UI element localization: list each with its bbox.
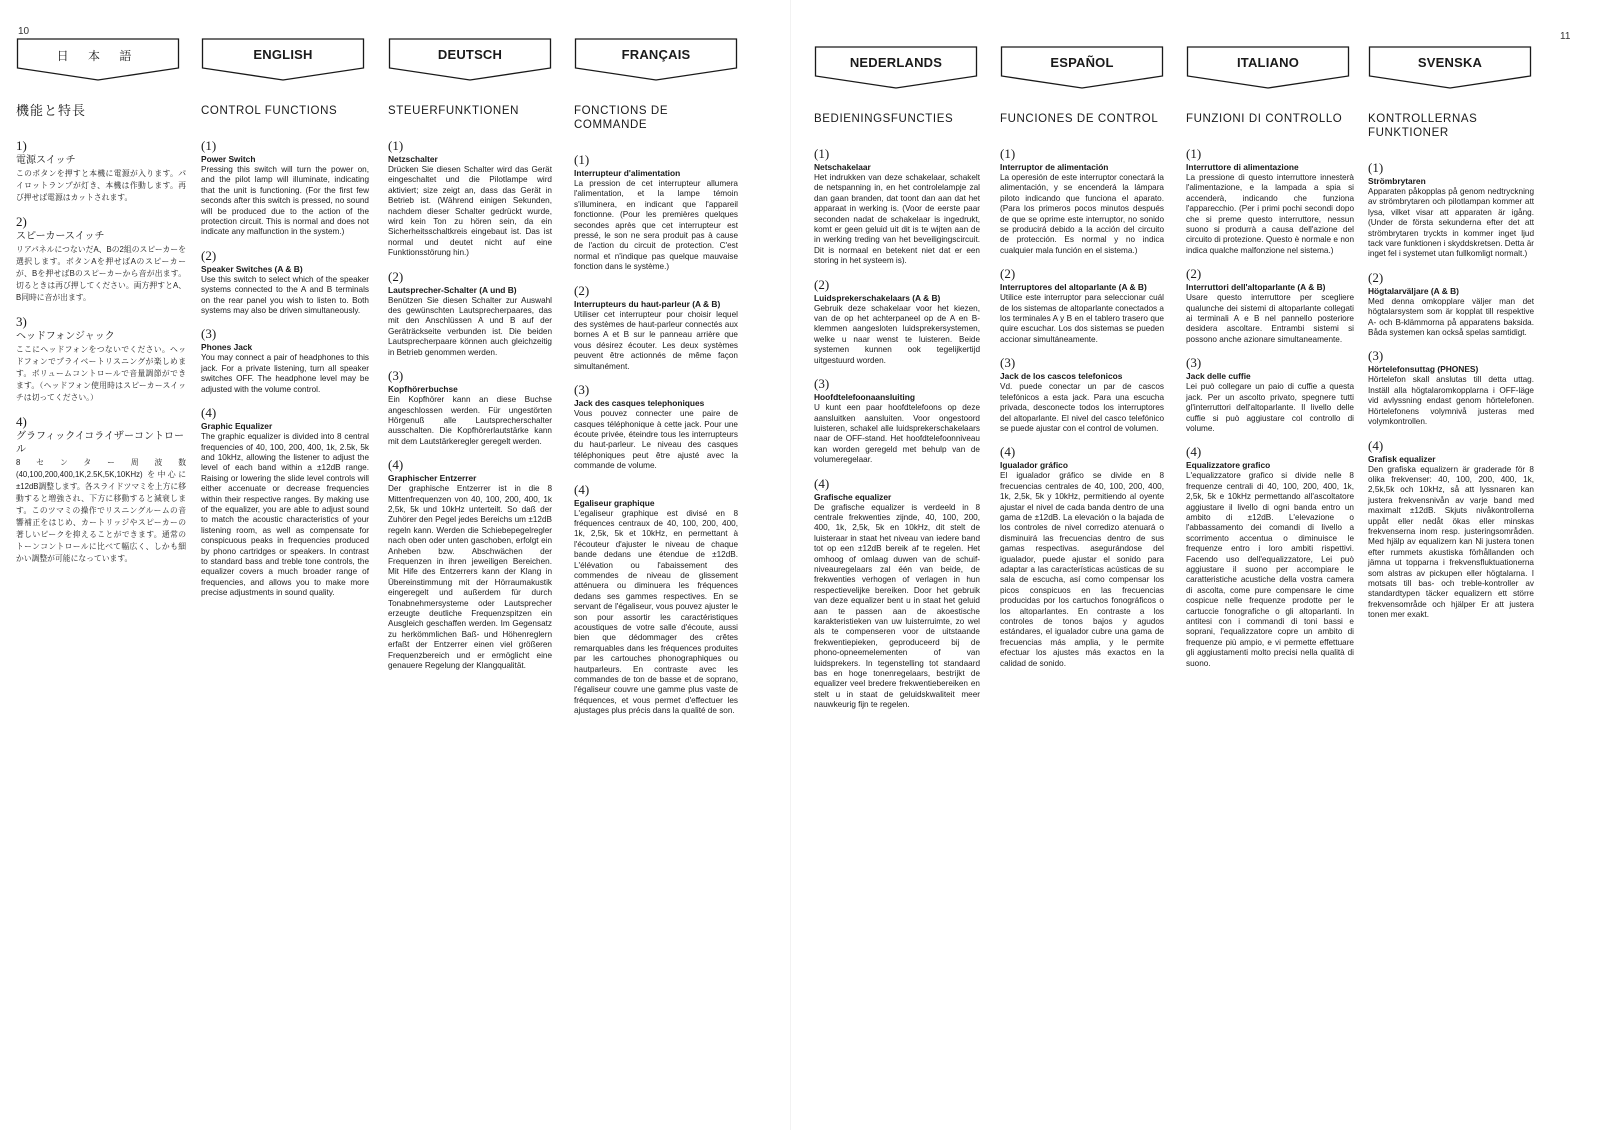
item-description: Hörtelefon skall anslutas till detta uttag. Inställ alla högtalaromkopplarna i OFF-läge vid avlyssning endast genom hörtelefonen. Hörtelefonens volymnivå justeras med volymkontrollen. — [1368, 375, 1534, 427]
language-column — [574, 36, 738, 717]
item-title: Interruttori dell'altoparlante (A & B) — [1186, 282, 1326, 293]
function-item — [574, 382, 738, 471]
item-title: Jack des casques telephoniques — [574, 398, 705, 409]
item-description: La pression de cet interrupteur allumera l'alimentation, et la lampe témoin s'illuminera, en indicant que l'appareil fonctionne. (Pour les premières quelques secondes après que cet interrupteur est pressé, le son ne sera produit pas à cause de l'action du circuit de protection. C'est normal et n'indique pas quelque mauvaise fonction dans le système.) — [574, 179, 738, 272]
item-description: Vd. puede conectar un par de cascos telefónicos a esta jack. Para una escucha privada, desconecte todos los interruptores del altoparlante. El nivel del casco telefónico se puede ajustar con el control de volumen. — [1000, 382, 1164, 433]
function-item — [16, 314, 186, 404]
item-number: 4) — [16, 414, 27, 429]
function-item — [814, 277, 980, 366]
item-number: (3) — [388, 368, 404, 384]
item-title: Phones Jack — [201, 342, 253, 353]
item-number: (4) — [1368, 437, 1384, 453]
item-description: Med denna omkopplare väljer man det högtalarsystem som är kopplat till respektive A- och B-klämmorna på apparatens baksida. Båda systemen kan också spelas samtidigt. — [1368, 296, 1534, 338]
item-description: Utilice este interruptor para seleccionar cuál de los sistemas de altoparlante conectados a los terminales A y B en el tablero trasero que quire escuchar. Los dos sistemas se pueden accionar simultáneamente. — [1000, 293, 1164, 344]
item-description: Vous pouvez connecter une paire de casques téléphonique à cette jack. Pour une écoute privée, éteindre tous les interrupteurs du haut-parleur. Le niveau des casques téléphoniques peut être ajusté avec la commande de volume. — [574, 409, 738, 471]
item-title: 電源スイッチ — [16, 155, 76, 166]
item-description: Utiliser cet interrupteur pour choisir lequel des systèmes de haut-parleur connectés aux bornes A et B sur le panneau arrière que vous désirez écouter. Les deux systèmes peuvent être actionnés de même façon simultanément. — [574, 309, 738, 371]
item-title: Luidsprekerschakelaars (A & B) — [814, 292, 941, 303]
function-item — [388, 138, 552, 259]
item-number: (4) — [814, 475, 830, 491]
item-title: Graphischer Entzerrer — [388, 473, 477, 484]
item-number: 2) — [16, 214, 27, 229]
language-column — [1368, 44, 1534, 621]
item-description: La operesión de este interruptor conectará la alimentación, y se encenderá la lámpara piloto indicando que funciona el aparato. (Para los primeros pocos minutos después de que se oprime este interruptor, no sonido se producirá debido a la acción del circuito de protección. Es normal y no indica cualquier mala función en el sistema.) — [1000, 173, 1164, 255]
item-number: (2) — [1368, 269, 1384, 285]
item-number: (4) — [388, 457, 404, 473]
language-tab — [574, 36, 738, 82]
item-title: Egaliseur graphique — [574, 497, 655, 508]
function-item — [1368, 270, 1534, 339]
language-column — [201, 36, 369, 599]
item-title: Jack delle cuffie — [1186, 371, 1251, 382]
item-number: (4) — [1186, 444, 1202, 460]
function-item — [1000, 444, 1164, 669]
item-title: Grafische equalizer — [814, 491, 892, 502]
function-item — [1186, 355, 1354, 434]
function-item — [1186, 146, 1354, 256]
function-item — [201, 248, 369, 317]
item-number: (4) — [1000, 444, 1016, 460]
item-number: (3) — [574, 382, 590, 398]
function-item — [16, 138, 186, 204]
item-title: Kopfhörerbuchse — [388, 384, 458, 395]
function-item — [16, 214, 186, 304]
item-description: Der graphische Entzerrer ist in die 8 Mittenfrequenzen von 40, 100, 200, 400, 1k 2,5k, 5k und 10kHz unterteilt. So daß der Zuhörer den Pegel jedes Bereichs um ±12dB regeln kann. Werden die Schiebepegelregler nach oben oder unten gaschoben, erfolgt ein Anheben bzw. Abschwächen der Frequenzen in ihren jeweiligen Bereichen. Mit Hife des Entzerrers kann der Klang in Übereinstimmung mit der Hörraumakustik eingeregelt und außerdem für durch Tonabnehmersysteme oder Lautsprecher erzeugte deutliche Frequenzspitzen ein Ausgleich geschaffen werden. Im Gegensatz zu herkömmlichen Baß- und Höhenreglern erfaßt der Entzerrer einen viel größeren Frequenzbereich und er ermöglicht eine genauere Regelung der Klangqualität. — [388, 484, 552, 671]
item-number: 1) — [16, 138, 27, 153]
language-tab — [814, 44, 978, 90]
function-item — [574, 152, 738, 273]
item-number: (2) — [201, 247, 217, 263]
item-description: Den grafiska equalizern är graderade för 8 olika frekvenser: 40, 100, 200, 400, 1k, 2,5k,5k och 10kHz, så att lyssnaren kan justera frekvensnivån av varje band med maximalt ±12dB. Skjuts nivåkontrollerna uppåt eller nedåt ökas eller minskas frekvenserna inom resp. justeringsområden. Med hjälp av equalizern kan Ni justera tonen efter rummets akustiska förhållanden och jämna ut topparna i frekvensfluktuationerna som alstras av pickupen eller högtalarna. I motsats till bas- och treble-kontroller av standardtypen täcker equalizern ett större frekvensområde och hjälper Er att justera tonen mer exakt. — [1368, 464, 1534, 620]
function-item — [388, 368, 552, 447]
item-number: (1) — [814, 146, 830, 161]
function-item — [201, 138, 369, 238]
item-number: (3) — [201, 326, 217, 342]
function-item — [1368, 160, 1534, 260]
function-item — [201, 326, 369, 395]
item-description: 8センター周波数(40,100,200,400,1K,2.5K,5K,10KHz) を中心に±12dB調整します。各スライドツマミを上方に移動すると増強され、下方に移動すると減衰します。このツマミの操作でリスニングルームの音響補正をはじめ、カートリッジやスピーカーの著しいピークを抑えることができます。通常のトーンコントロールに比べて幅広く、しかも細かい調整が可能になっています。 — [16, 458, 186, 563]
function-item — [201, 405, 369, 599]
language-tab — [1368, 44, 1532, 90]
item-title: Speaker Switches (A & B) — [201, 263, 303, 274]
language-label: 日 本 語 — [56, 49, 140, 63]
item-number: (2) — [388, 268, 404, 284]
item-description: L'equalizzatore grafico si divide nelle 8 frequenze centrali di 40, 100, 200, 400, 1k, 2,5k, 5k e 10kHz permettando all'ascoltatore aggiustare il livello di ogni banda entro un ambito di ±12dB. L'elevazione o l'abbassamento dei comandi di livello a scorrimento accentua o diminuisce le frequenze entro i loro ambiti rispettivi. Facendo uso dell'equalizzatore, Lei può aggiustare il suono per accompiare le caratteristiche acustiche della vostra camera di ascolta, come pure compensare le cime cospicue nelle frequenze prodotte per le cartuccie fonografiche o gli altoparlanti. In antitesi con i commandi di toni bassi e soprani, l'equalizzatore copre un ambito di frequenze più ampio, e vi permette effettuare gli aggiustamenti molto precisi nella qualità di suono. — [1186, 471, 1354, 668]
item-title: Lautsprecher-Schalter (A und B) — [388, 284, 517, 295]
language-column — [1000, 44, 1164, 669]
section-title: CONTROL FUNCTIONS — [201, 105, 338, 117]
item-title: Interruptor de alimentación — [1000, 162, 1109, 172]
language-label: SVENSKA — [1417, 55, 1483, 70]
section-title: STEUERFUNKTIONEN — [388, 105, 519, 117]
function-item — [574, 283, 738, 372]
item-number: (4) — [574, 481, 590, 497]
item-number: (3) — [1000, 355, 1016, 371]
item-title: Grafisk equalizer — [1368, 453, 1436, 464]
item-description: Usare questo interruttore per scegliere qualunche dei sistemi di altoparlante collegati ai terminali A e B nel pannello posteriore desidera ascoltare. Entrambi sistemi si possono anche azionare simultaneamente. — [1186, 293, 1354, 344]
item-title: Strömbrytaren — [1368, 176, 1426, 186]
language-label: ESPAÑOL — [1050, 55, 1114, 70]
item-description: Apparaten påkopplas på genom nedtryckning av strömbrytaren och pilotlampan kommer att lysa, vilket visar att apparaten är igång. (Under de första sekunderna efter det att strömbrytaren tryckts in kommer inget ljud tack vare funktionen i skyddskretsen. Detta är inget fel i systemet utan fullkomligt normalt.) — [1368, 187, 1534, 259]
item-number: (4) — [201, 405, 217, 421]
item-description: El igualador gráfico se divide en 8 frecuencias centrales de 40, 100, 200, 400, 1k, 2,5k, 5k y 10kHz, permitiendo al oyente ajustar el nivel de cada banda dentro de una gama de ±12dB. La elevación o la bajada de los controles de nivel corredizo atenuará o disminuirá las frecuencias dentro de sus gamas respectivas. asegurándose del igualador, puede ajustar el sonido para adaptar a las características acústicas de su sala de escucha, así como compensar los picos conspicuos en las frecuencias producidas por los cartuchos fonográficos o los altoparlantes. En contraste a los controles de tonos bajos y agudos estándares, el igualador cubre una gama de frecuencias más amplia, y le permite efectuar los ajustes más exactos en la calidad de sonido. — [1000, 471, 1164, 668]
language-label: NEDERLANDS — [849, 55, 943, 70]
item-description: Lei può collegare un paio di cuffie a questa jack. Per un ascolto privato, spegnere tutti gl'interruttori dell'altoparlante. Il livello delle cuffie si può aggiustare col controllo di volume. — [1186, 382, 1354, 433]
item-title: Hörtelefonsuttag (PHONES) — [1368, 364, 1479, 375]
section-title: 機能と特長 — [16, 103, 87, 118]
item-number: (1) — [1368, 160, 1384, 175]
item-number: (2) — [1186, 266, 1202, 282]
function-item — [388, 269, 552, 358]
item-description: Pressing this switch will turn the power on, and the pilot lamp will illuminate, indicating that the unit is functioning. (For the first few seconds after this switch is pressed, no sound will be produced due to the action of the protection circuit. This is normal and does not indicate any malfunction in the system.) — [201, 165, 369, 237]
function-item — [1368, 348, 1534, 427]
function-item — [814, 376, 980, 465]
function-item — [814, 146, 980, 267]
item-number: (2) — [814, 276, 830, 292]
item-description: ここにヘッドフォンをつないでください。ヘッドフォンでプライベートリスニングが楽しめます。ボリュームコントロールで音量調節ができます。（ヘッドフォン使用時はスピーカースイッチは切ってください。） — [16, 345, 186, 402]
language-tab — [16, 36, 180, 82]
section-title: KONTROLLERNAS FUNKTIONER — [1368, 113, 1478, 139]
language-label: ENGLISH — [253, 47, 313, 62]
section-title: FUNZIONI DI CONTROLLO — [1186, 113, 1343, 125]
item-title: Interruptores del altoparlante (A & B) — [1000, 282, 1147, 293]
item-title: Equalizzatore grafico — [1186, 460, 1271, 471]
language-column — [388, 36, 552, 671]
item-title: Interrupteur d'alimentation — [574, 168, 681, 178]
item-number: (1) — [1000, 146, 1016, 161]
item-description: U kunt een paar hoofdtelefoons op deze aansluitken aansluiten. Voor ongestoord luisteren, schakel alle luidsprekerschakelaars naar de OFF-stand. Het hoofdtelefoonniveau kan worden geregeld met behulp van de volumeregelaar. — [814, 403, 980, 465]
item-title: Jack de los cascos telefonicos — [1000, 371, 1123, 382]
function-item — [1368, 438, 1534, 621]
page-number-left: 10 — [18, 26, 30, 37]
language-column — [1186, 44, 1354, 669]
section-title: FUNCIONES DE CONTROL — [1000, 113, 1159, 125]
item-number: (1) — [201, 138, 217, 153]
function-item — [1186, 444, 1354, 669]
language-label: DEUTSCH — [437, 47, 503, 62]
language-tab — [201, 36, 365, 82]
item-description: リアパネルにつないだA、Bの2組のスピーカーを選択します。ボタンAを押せばAのスピーカーが、Bを押せばBのスピーカーから音が出ます。切るときは再び押してください。両方押すとA、B同時に音が出ます。 — [16, 245, 186, 302]
item-number: (3) — [814, 376, 830, 392]
section-title: BEDIENINGSFUNCTIES — [814, 113, 954, 125]
item-title: ヘッドフォンジャック — [16, 331, 115, 342]
language-tab — [388, 36, 552, 82]
item-description: Ein Kopfhörer kann an diese Buchse angeschlossen werden. Für ungestörten Hörgenuß alle Lautsprecherschalter ausschalten. Die Kopfhörerlautstärke kann mit dem Lautstärkeregler geregelt werden. — [388, 395, 552, 446]
language-column — [814, 44, 980, 711]
function-item — [574, 482, 738, 717]
language-tab — [1186, 44, 1350, 90]
item-title: グラフィックイコライザーコントロール — [16, 431, 184, 455]
item-number: (1) — [1186, 146, 1202, 161]
language-column — [16, 36, 186, 565]
language-tab — [1000, 44, 1164, 90]
item-description: このボタンを押すと本機に電源が入ります。パイロットランプが灯き、本機は作動します。再び押せば電源はカットされます。 — [16, 169, 186, 202]
item-description: The graphic equalizer is divided into 8 central frequencies of 40, 100, 200, 400, 1k, 2.5k, 5k and 10kHz, allowing the listener to adjust the level of each band within a ±12dB range. Raising or lowering the slide level controls will either accenuate or decrease frequencies within their respective ranges. By making use of the equalizer, you are able to adjust sound to match the acoustic characteristics of your listening room, as well as compensate for conspicuous peaks in frequencies produced by phono cartridges or speakers. In contrast to standard bass and treble tone controls, the equalizer covers a much broader range of frequencies, and allows you to make more precise adjustments in sound quality. — [201, 432, 369, 598]
item-number: 3) — [16, 314, 27, 329]
item-title: Interruttore di alimentazione — [1186, 162, 1299, 172]
function-item — [1000, 266, 1164, 345]
item-title: Interrupteurs du haut-parleur (A & B) — [574, 298, 721, 309]
section-title: FONCTIONS DE COMMANDE — [574, 105, 669, 131]
item-title: Igualador gráfico — [1000, 460, 1068, 471]
item-description: De grafische equalizer is verdeeld in 8 centrale frekwenties zijnde, 40, 100, 200, 400, 1k, 2,5k, 5k en 10kHz, dit stelt de luisteraar in staat het niveau van iedere band tot op een ±12dB bereik af te regelen. Het omhoog of omlaag duwen van de schuif-niveauregelaars zal één van beide, de frekwenties verhogen of verlagen in hun respectievelijke bereiken. Door het gebruik van deze equalizer bent u in staat het geluid aan te passen aan de akoestische karakteristieken van uw luisterruimte, zo wel als te compenseren voor de uitstaande frekwentiepieken, geproduceerd bij de phono-opneemelementen of van luidsprekers. In tegenstelling tot standaard bas en hoge tonenregelaars, bestrijkt de equalizer veel bredere frekwentiebereiken en stelt u in staat de geluidskwaliteit meer nauwkeurig fijn te regelen. — [814, 502, 980, 710]
function-item — [388, 457, 552, 671]
item-number: (1) — [574, 152, 590, 167]
language-label: FRANÇAIS — [621, 47, 691, 62]
item-number: (1) — [388, 138, 404, 153]
item-number: (2) — [1000, 266, 1016, 282]
item-description: Het indrukken van deze schakelaar, schakelt de netspanning in, en het controlelampje zal dan gaan branden, dat toont dan aan dat het apparaat in werking is. (Voor de eerste paar seconden nadat de schakelaar is ingedrukt, komt er geen geluid uit dit is te wijten aan de in werking treding van het beveiligingscircuit. Dit is normaal en betekent niet dat er een storing in het systeem is). — [814, 173, 980, 266]
language-label: ITALIANO — [1236, 55, 1300, 70]
item-description: Use this switch to select which of the speaker systems connected to the A and B terminals on the rear panel you wish to listen to. Both systems may also be driven simultaneously. — [201, 274, 369, 316]
item-number: (3) — [1368, 348, 1384, 364]
item-description: Gebruik deze schakelaar voor het kiezen, van de op het achterpaneel op de A en B-klemmen aangesloten luidsprekersystemen, welke u naar wenst te luisteren. Beide systemen kunnen ook tegelijkertijd uitgestuurd worden. — [814, 303, 980, 365]
function-item — [1000, 355, 1164, 434]
item-title: Högtalarväljare (A & B) — [1368, 285, 1459, 296]
item-title: Hoofdtelefoonaansluiting — [814, 392, 915, 403]
function-item — [1186, 266, 1354, 345]
item-number: (2) — [574, 282, 590, 298]
item-title: スピーカースイッチ — [16, 231, 105, 242]
item-description: La pressione di questo interruttore innesterà l'alimentazione, e la lampada a spia si accenderà, indicando che funziona l'apparecchio. (Per i primi pochi secondi dopo che si preme questo interruttore, nessun suono si produrrà a causa dell'azione del circuito di protezione. Questo è normale e non indica qualche malfonzione nel sistema.) — [1186, 173, 1354, 255]
item-title: Netzschalter — [388, 154, 438, 164]
item-number: (3) — [1186, 355, 1202, 371]
item-title: Graphic Equalizer — [201, 421, 273, 432]
item-title: Power Switch — [201, 154, 256, 164]
page-gutter — [790, 0, 791, 1130]
item-description: L'egaliseur graphique est divisé en 8 fréquences centraux de 40, 100, 200, 400, 1k, 2,5k, 5k et 10kHz, en permettant à l'écouteur d'ajuster le niveau de chaque bande dedans une étendue de ±12dB. L'élévation ou l'abaissement des commendes de niveau de glissement atténuera ou diminuera les fréquences dedans ses gammes respectives. En se servant de l'égaliseur, vous pouvez ajuster le son pour assortir les caractéristiques acoustiques de votre salle d'écoute, aussi bien que dédommager des crêtes remarquables dans les fréquences produites par les cartouches phonographiques ou hautparleurs. En contraste avec les commandes de ton de basse et de soprano, l'égaliseur couvre une gamme plus vaste de fréquences, et vous permet d'effectuer les ajustages plus précis dans la qualité de son. — [574, 508, 738, 716]
page-number-right: 11 — [1560, 31, 1571, 42]
item-description: You may connect a pair of headphones to this jack. For a private listening, turn all speaker switches OFF. The headphone level may be adjusted with the volume control. — [201, 353, 369, 394]
item-title: Netschakelaar — [814, 162, 871, 172]
function-item — [16, 414, 186, 565]
function-item — [1000, 146, 1164, 256]
function-item — [814, 476, 980, 711]
item-description: Benützen Sie diesen Schalter zur Auswahl des gewünschten Lautsprecherpaares, das mit den Anschlüssen A und B auf der Geräträckseite verbunden ist. Die beiden Lautsprecherpaare können auch gleichzeitig in Betrieb genommen werden. — [388, 295, 552, 357]
item-description: Drücken Sie diesen Schalter wird das Gerät eingeschaltet und die Pilotlampe wird aktiviert; size zeigt an, dass das Gerät in Betrieb ist. (Während einigen Sekunden, nachdem dieser Schalter gedrückt wurde, wird kein Ton zu hören sein, da ein Sicherheitsschaltkreis eingebaut ist. Das ist normal und deutet nicht auf eine Funktionsstörung hin.) — [388, 165, 552, 258]
